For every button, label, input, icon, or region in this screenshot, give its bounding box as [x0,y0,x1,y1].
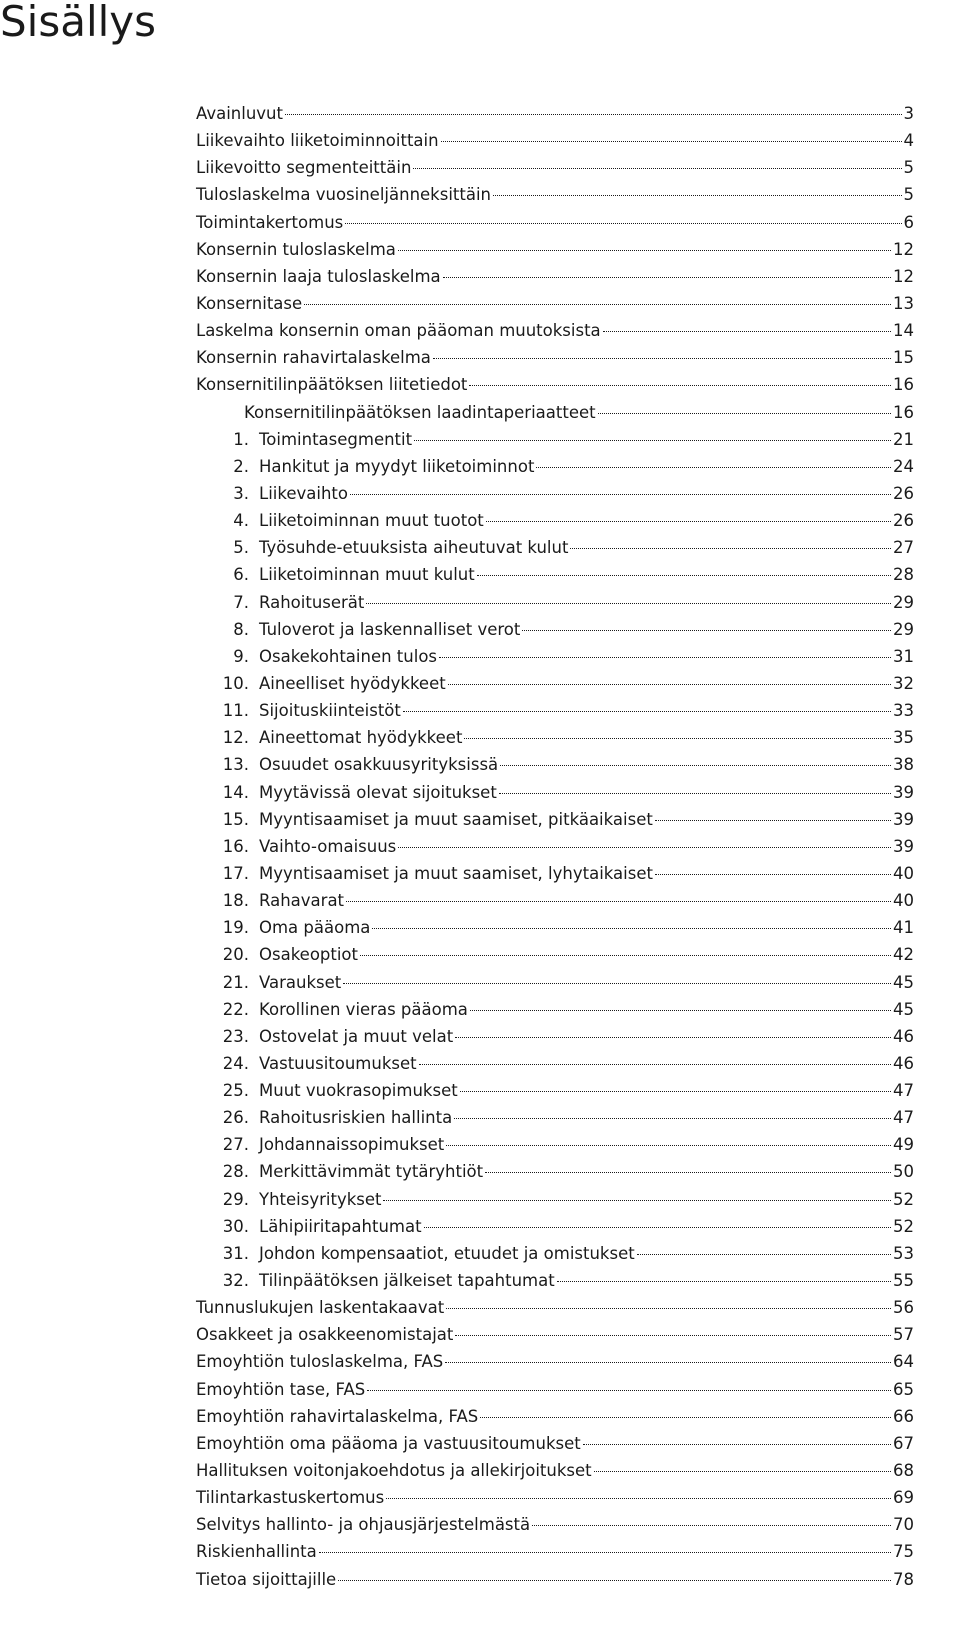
toc-entry-number: 15. [222,809,249,829]
toc-entry-label: Toimintasegmentit [259,429,413,449]
toc-entry-page-number: 47 [893,1108,914,1128]
toc-entry[interactable] [196,833,914,860]
toc-dot-leader [343,983,891,984]
toc-entry-label: Merkittävimmät tytäryhtiöt [259,1162,484,1182]
toc-dot-leader [455,1037,891,1038]
toc-entry-number: 8. [233,619,249,639]
toc-entry-number: 32. [222,1271,249,1291]
toc-entry-page-number: 35 [893,728,914,748]
toc-entry[interactable] [196,1104,914,1131]
toc-dot-leader [655,874,891,875]
toc-entry[interactable] [196,643,914,670]
toc-entry[interactable] [196,1430,914,1457]
toc-entry-page-number: 50 [893,1162,914,1182]
toc-entry-number: 13. [222,755,249,775]
toc-dot-leader [398,847,891,848]
toc-entry-page-number: 5 [903,185,914,205]
toc-entry-page-number: 70 [893,1515,914,1535]
toc-dot-leader [460,1091,891,1092]
toc-entry-page-number: 16 [893,402,914,422]
toc-entry-page-number: 55 [893,1271,914,1291]
toc-entry[interactable] [196,181,914,208]
toc-entry-page-number: 78 [893,1569,914,1589]
toc-dot-leader [366,603,891,604]
toc-entry-number: 2. [233,456,249,476]
toc-entry[interactable] [196,1213,914,1240]
page-title: Sisällys [0,0,157,46]
toc-entry-number: 7. [233,592,249,612]
toc-entry[interactable] [196,426,914,453]
toc-entry[interactable] [196,751,914,778]
toc-entry-number: 20. [222,945,249,965]
toc-entry-page-number: 45 [893,999,914,1019]
toc-entry-page-number: 40 [893,863,914,883]
toc-entry[interactable] [196,453,914,480]
toc-entry-number: 18. [222,891,249,911]
toc-entry-label: Hankitut ja myydyt liiketoiminnot [259,456,535,476]
toc-dot-leader [470,1010,891,1011]
toc-entry-label: Liikevaihto liiketoiminnoittain [196,131,439,151]
toc-entry[interactable] [196,806,914,833]
toc-entry[interactable] [196,290,914,317]
toc-entry[interactable] [196,670,914,697]
toc-dot-leader [455,1335,891,1336]
toc-dot-leader [603,331,891,332]
toc-entry-page-number: 40 [893,891,914,911]
toc-entry-label: Osuudet osakkuusyrityksissä [259,755,499,775]
toc-entry[interactable] [196,1348,914,1375]
toc-entry[interactable] [196,941,914,968]
toc-dot-leader [637,1254,891,1255]
toc-entry-page-number: 5 [903,158,914,178]
toc-entry[interactable] [196,1050,914,1077]
toc-dot-leader [383,1200,891,1201]
toc-dot-leader [360,955,891,956]
toc-entry-label: Emoyhtiön rahavirtalaskelma, FAS [196,1406,479,1426]
toc-entry-page-number: 68 [893,1461,914,1481]
toc-dot-leader [493,195,901,196]
toc-dot-leader [338,1580,891,1581]
toc-entry-label: Osakkeet ja osakkeenomistajat [196,1325,454,1345]
toc-entry-page-number: 41 [893,918,914,938]
toc-entry-label: Konsernitase [196,293,303,313]
toc-entry-label: Työsuhde-etuuksista aiheutuvat kulut [259,538,569,558]
toc-dot-leader [386,1498,891,1499]
toc-entry[interactable] [196,1566,914,1593]
toc-dot-leader [522,630,891,631]
toc-entry-label: Konsernitilinpäätöksen liitetiedot [196,375,468,395]
toc-entry-page-number: 57 [893,1325,914,1345]
toc-entry-label: Emoyhtiön oma pääoma ja vastuusitoumukset [196,1433,581,1453]
toc-entry[interactable] [196,1158,914,1185]
toc-entry-label: Riskienhallinta [196,1542,317,1562]
toc-entry-label: Tietoa sijoittajille [196,1569,337,1589]
toc-dot-leader [403,711,891,712]
toc-entry-page-number: 69 [893,1488,914,1508]
toc-dot-leader [469,385,891,386]
toc-entry-label: Konsernin rahavirtalaskelma [196,348,431,368]
toc-entry-label: Tilintarkastuskertomus [196,1488,385,1508]
toc-entry-number: 30. [222,1216,249,1236]
toc-dot-leader [441,141,902,142]
toc-dot-leader [477,575,891,576]
toc-dot-leader [413,168,901,169]
toc-entry-page-number: 4 [903,131,914,151]
toc-entry[interactable] [196,1321,914,1348]
toc-entry-label: Johdannaissopimukset [259,1135,445,1155]
toc-entry-number: 23. [222,1026,249,1046]
toc-dot-leader [443,277,891,278]
toc-entry[interactable] [196,914,914,941]
toc-entry[interactable] [196,1403,914,1430]
toc-entry-label: Oma pääoma [259,918,371,938]
toc-entry-number: 12. [222,728,249,748]
toc-entry-label: Rahoituserät [259,592,365,612]
toc-entry-page-number: 33 [893,701,914,721]
toc-entry-label: Toimintakertomus [196,212,344,232]
toc-dot-leader [655,820,891,821]
toc-entry-number: 10. [222,673,249,693]
toc-entry[interactable] [196,1240,914,1267]
toc-entry-page-number: 65 [893,1379,914,1399]
toc-dot-leader [557,1281,891,1282]
toc-dot-leader [424,1227,891,1228]
toc-dot-leader [414,440,891,441]
toc-entry-label: Emoyhtiön tuloslaskelma, FAS [196,1352,444,1372]
toc-entry-number: 1. [233,429,249,449]
toc-entry-page-number: 16 [893,375,914,395]
toc-entry-page-number: 28 [893,565,914,585]
toc-entry-page-number: 31 [893,646,914,666]
toc-entry-number: 16. [222,836,249,856]
toc-entry-label: Yhteisyritykset [259,1189,382,1209]
toc-entry-page-number: 29 [893,619,914,639]
toc-entry-page-number: 46 [893,1053,914,1073]
toc-dot-leader [433,358,891,359]
toc-entry-page-number: 24 [893,456,914,476]
toc-entry[interactable] [196,1186,914,1213]
toc-entry-number: 17. [222,863,249,883]
toc-entry-label: Johdon kompensaatiot, etuudet ja omistukset [259,1243,635,1263]
toc-entry-page-number: 12 [893,239,914,259]
toc-entry-label: Rahoitusriskien hallinta [259,1108,453,1128]
toc-entry[interactable] [196,1077,914,1104]
toc-entry-label: Myyntisaamiset ja muut saamiset, lyhytaikaiset [259,863,653,883]
toc-entry-label: Aineettomat hyödykkeet [259,728,463,748]
toc-entry-label: Tunnuslukujen laskentakaavat [196,1298,445,1318]
toc-entry[interactable] [196,399,914,426]
toc-entry-page-number: 12 [893,266,914,286]
toc-entry-page-number: 46 [893,1026,914,1046]
toc-entry-number: 9. [233,646,249,666]
toc-dot-leader [445,1362,891,1363]
toc-entry[interactable] [196,480,914,507]
toc-entry[interactable] [196,697,914,724]
toc-entry-page-number: 64 [893,1352,914,1372]
toc-entry-page-number: 21 [893,429,914,449]
toc-entry-number: 27. [222,1135,249,1155]
toc-entry[interactable] [196,507,914,534]
toc-dot-leader [583,1444,891,1445]
toc-entry-number: 24. [222,1053,249,1073]
toc-dot-leader [485,1172,891,1173]
toc-dot-leader [532,1525,891,1526]
toc-entry[interactable] [196,534,914,561]
toc-entry-label: Sijoituskiinteistöt [259,701,401,721]
toc-entry-page-number: 75 [893,1542,914,1562]
toc-entry-page-number: 66 [893,1406,914,1426]
toc-entry-page-number: 52 [893,1189,914,1209]
toc-entry-number: 4. [233,511,249,531]
toc-entry[interactable] [196,209,914,236]
toc-entry[interactable] [196,1457,914,1484]
toc-entry-label: Myytävissä olevat sijoitukset [259,782,497,802]
toc-entry[interactable] [196,154,914,181]
toc-dot-leader [464,738,891,739]
toc-entry-label: Avainluvut [196,104,283,123]
toc-entry[interactable] [196,1294,914,1321]
toc-entry-label: Vaihto-omaisuus [259,836,397,856]
toc-dot-leader [446,1145,891,1146]
toc-entry[interactable] [196,1376,914,1403]
toc-entry[interactable] [196,969,914,996]
toc-entry-label: Muut vuokrasopimukset [259,1081,458,1101]
toc-entry-label: Liikevoitto segmenteittäin [196,158,412,178]
toc-entry-label: Konsernin laaja tuloslaskelma [196,266,441,286]
toc-dot-leader [350,494,891,495]
toc-dot-leader [480,1417,891,1418]
toc-entry-label: Selvitys hallinto- ja ohjausjärjestelmästä [196,1515,531,1535]
toc-entry-number: 6. [233,565,249,585]
toc-entry-page-number: 45 [893,972,914,992]
toc-entry-label: Osakekohtainen tulos [259,646,438,666]
toc-entry-label: Korollinen vieras pääoma [259,999,468,1019]
toc-dot-leader [419,1064,891,1065]
toc-dot-leader [446,1308,891,1309]
toc-dot-leader [345,223,901,224]
toc-entry-label: Tilinpäätöksen jälkeiset tapahtumat [259,1271,555,1291]
toc-entry-page-number: 53 [893,1243,914,1263]
toc-entry-page-number: 47 [893,1081,914,1101]
toc-entry[interactable] [196,1538,914,1565]
toc-entry-number: 21. [222,972,249,992]
toc-dot-leader [500,765,891,766]
toc-entry-number: 3. [233,483,249,503]
toc-entry-number: 19. [222,918,249,938]
toc-entry[interactable] [196,371,914,398]
toc-entry-page-number: 39 [893,836,914,856]
toc-entry-page-number: 26 [893,511,914,531]
toc-dot-leader [346,901,891,902]
toc-dot-leader [319,1552,891,1553]
toc-entry-number: 29. [222,1189,249,1209]
toc-dot-leader [372,928,891,929]
toc-dot-leader [398,250,891,251]
toc-entry-page-number: 29 [893,592,914,612]
toc-entry-page-number: 49 [893,1135,914,1155]
toc-entry[interactable] [196,779,914,806]
toc-entry-page-number: 52 [893,1216,914,1236]
toc-entry-label: Ostovelat ja muut velat [259,1026,454,1046]
toc-entry-number: 26. [222,1108,249,1128]
toc-entry-number: 31. [222,1243,249,1263]
toc-entry-label: Liiketoiminnan muut tuotot [259,511,484,531]
toc-entry-page-number: 39 [893,782,914,802]
table-of-contents [196,100,914,1593]
toc-entry-label: Liikevaihto [259,483,348,503]
toc-entry[interactable] [196,724,914,751]
toc-entry-label: Vastuusitoumukset [259,1053,417,1073]
toc-entry-label: Emoyhtiön tase, FAS [196,1379,366,1399]
toc-entry-label: Aineelliset hyödykkeet [259,673,446,693]
toc-dot-leader [367,1390,891,1391]
toc-dot-leader [285,114,902,115]
toc-dot-leader [594,1471,891,1472]
toc-entry-page-number: 38 [893,755,914,775]
toc-entry-label: Laskelma konsernin oman pääoman muutoksista [196,321,601,341]
toc-entry[interactable] [196,589,914,616]
toc-dot-leader [304,304,891,305]
toc-entry-label: Hallituksen voitonjakoehdotus ja allekirjoitukset [196,1461,592,1481]
toc-dot-leader [454,1118,891,1119]
toc-entry-page-number: 26 [893,483,914,503]
toc-entry-page-number: 67 [893,1433,914,1453]
toc-entry-label: Konsernin tuloslaskelma [196,239,396,259]
toc-entry[interactable] [196,996,914,1023]
toc-dot-leader [448,684,891,685]
toc-entry-number: 22. [222,999,249,1019]
toc-entry[interactable] [196,100,914,127]
toc-entry-page-number: 14 [893,321,914,341]
toc-entry[interactable] [196,1023,914,1050]
toc-entry-number: 11. [222,701,249,721]
toc-dot-leader [570,548,891,549]
toc-dot-leader [499,793,891,794]
toc-entry-label: Tuloverot ja laskennalliset verot [259,619,521,639]
toc-dot-leader [486,521,891,522]
toc-entry-page-number: 13 [893,293,914,313]
toc-entry-page-number: 3 [903,104,914,123]
toc-entry-label: Varaukset [259,972,342,992]
toc-entry-label: Rahavarat [259,891,345,911]
toc-entry[interactable] [196,1267,914,1294]
toc-entry-label: Konsernitilinpäätöksen laadintaperiaatteet [244,402,596,422]
toc-entry-label: Tuloslaskelma vuosineljänneksittäin [196,185,492,205]
toc-entry[interactable] [196,1484,914,1511]
toc-entry[interactable] [196,127,914,154]
toc-entry[interactable] [196,561,914,588]
toc-entry[interactable] [196,263,914,290]
toc-entry-label: Lähipiiritapahtumat [259,1216,422,1236]
toc-entry-page-number: 56 [893,1298,914,1318]
toc-entry-number: 14. [222,782,249,802]
toc-entry-number: 28. [222,1162,249,1182]
toc-entry-label: Liiketoiminnan muut kulut [259,565,475,585]
toc-entry-number: 25. [222,1081,249,1101]
toc-entry-page-number: 6 [903,212,914,232]
toc-entry-page-number: 27 [893,538,914,558]
toc-dot-leader [536,467,891,468]
toc-dot-leader [439,657,891,658]
toc-entry-page-number: 32 [893,673,914,693]
toc-entry-page-number: 15 [893,348,914,368]
toc-entry-label: Osakeoptiot [259,945,358,965]
toc-entry[interactable] [196,616,914,643]
toc-entry-page-number: 42 [893,945,914,965]
toc-entry-label: Myyntisaamiset ja muut saamiset, pitkäaikaiset [259,809,653,829]
toc-entry[interactable] [196,317,914,344]
toc-entry-number: 5. [233,538,249,558]
toc-entry[interactable] [196,860,914,887]
toc-entry-page-number: 39 [893,809,914,829]
toc-entry[interactable] [196,887,914,914]
toc-entry[interactable] [196,1131,914,1158]
toc-entry[interactable] [196,1511,914,1538]
toc-dot-leader [598,413,891,414]
toc-entry[interactable] [196,344,914,371]
toc-entry[interactable] [196,236,914,263]
